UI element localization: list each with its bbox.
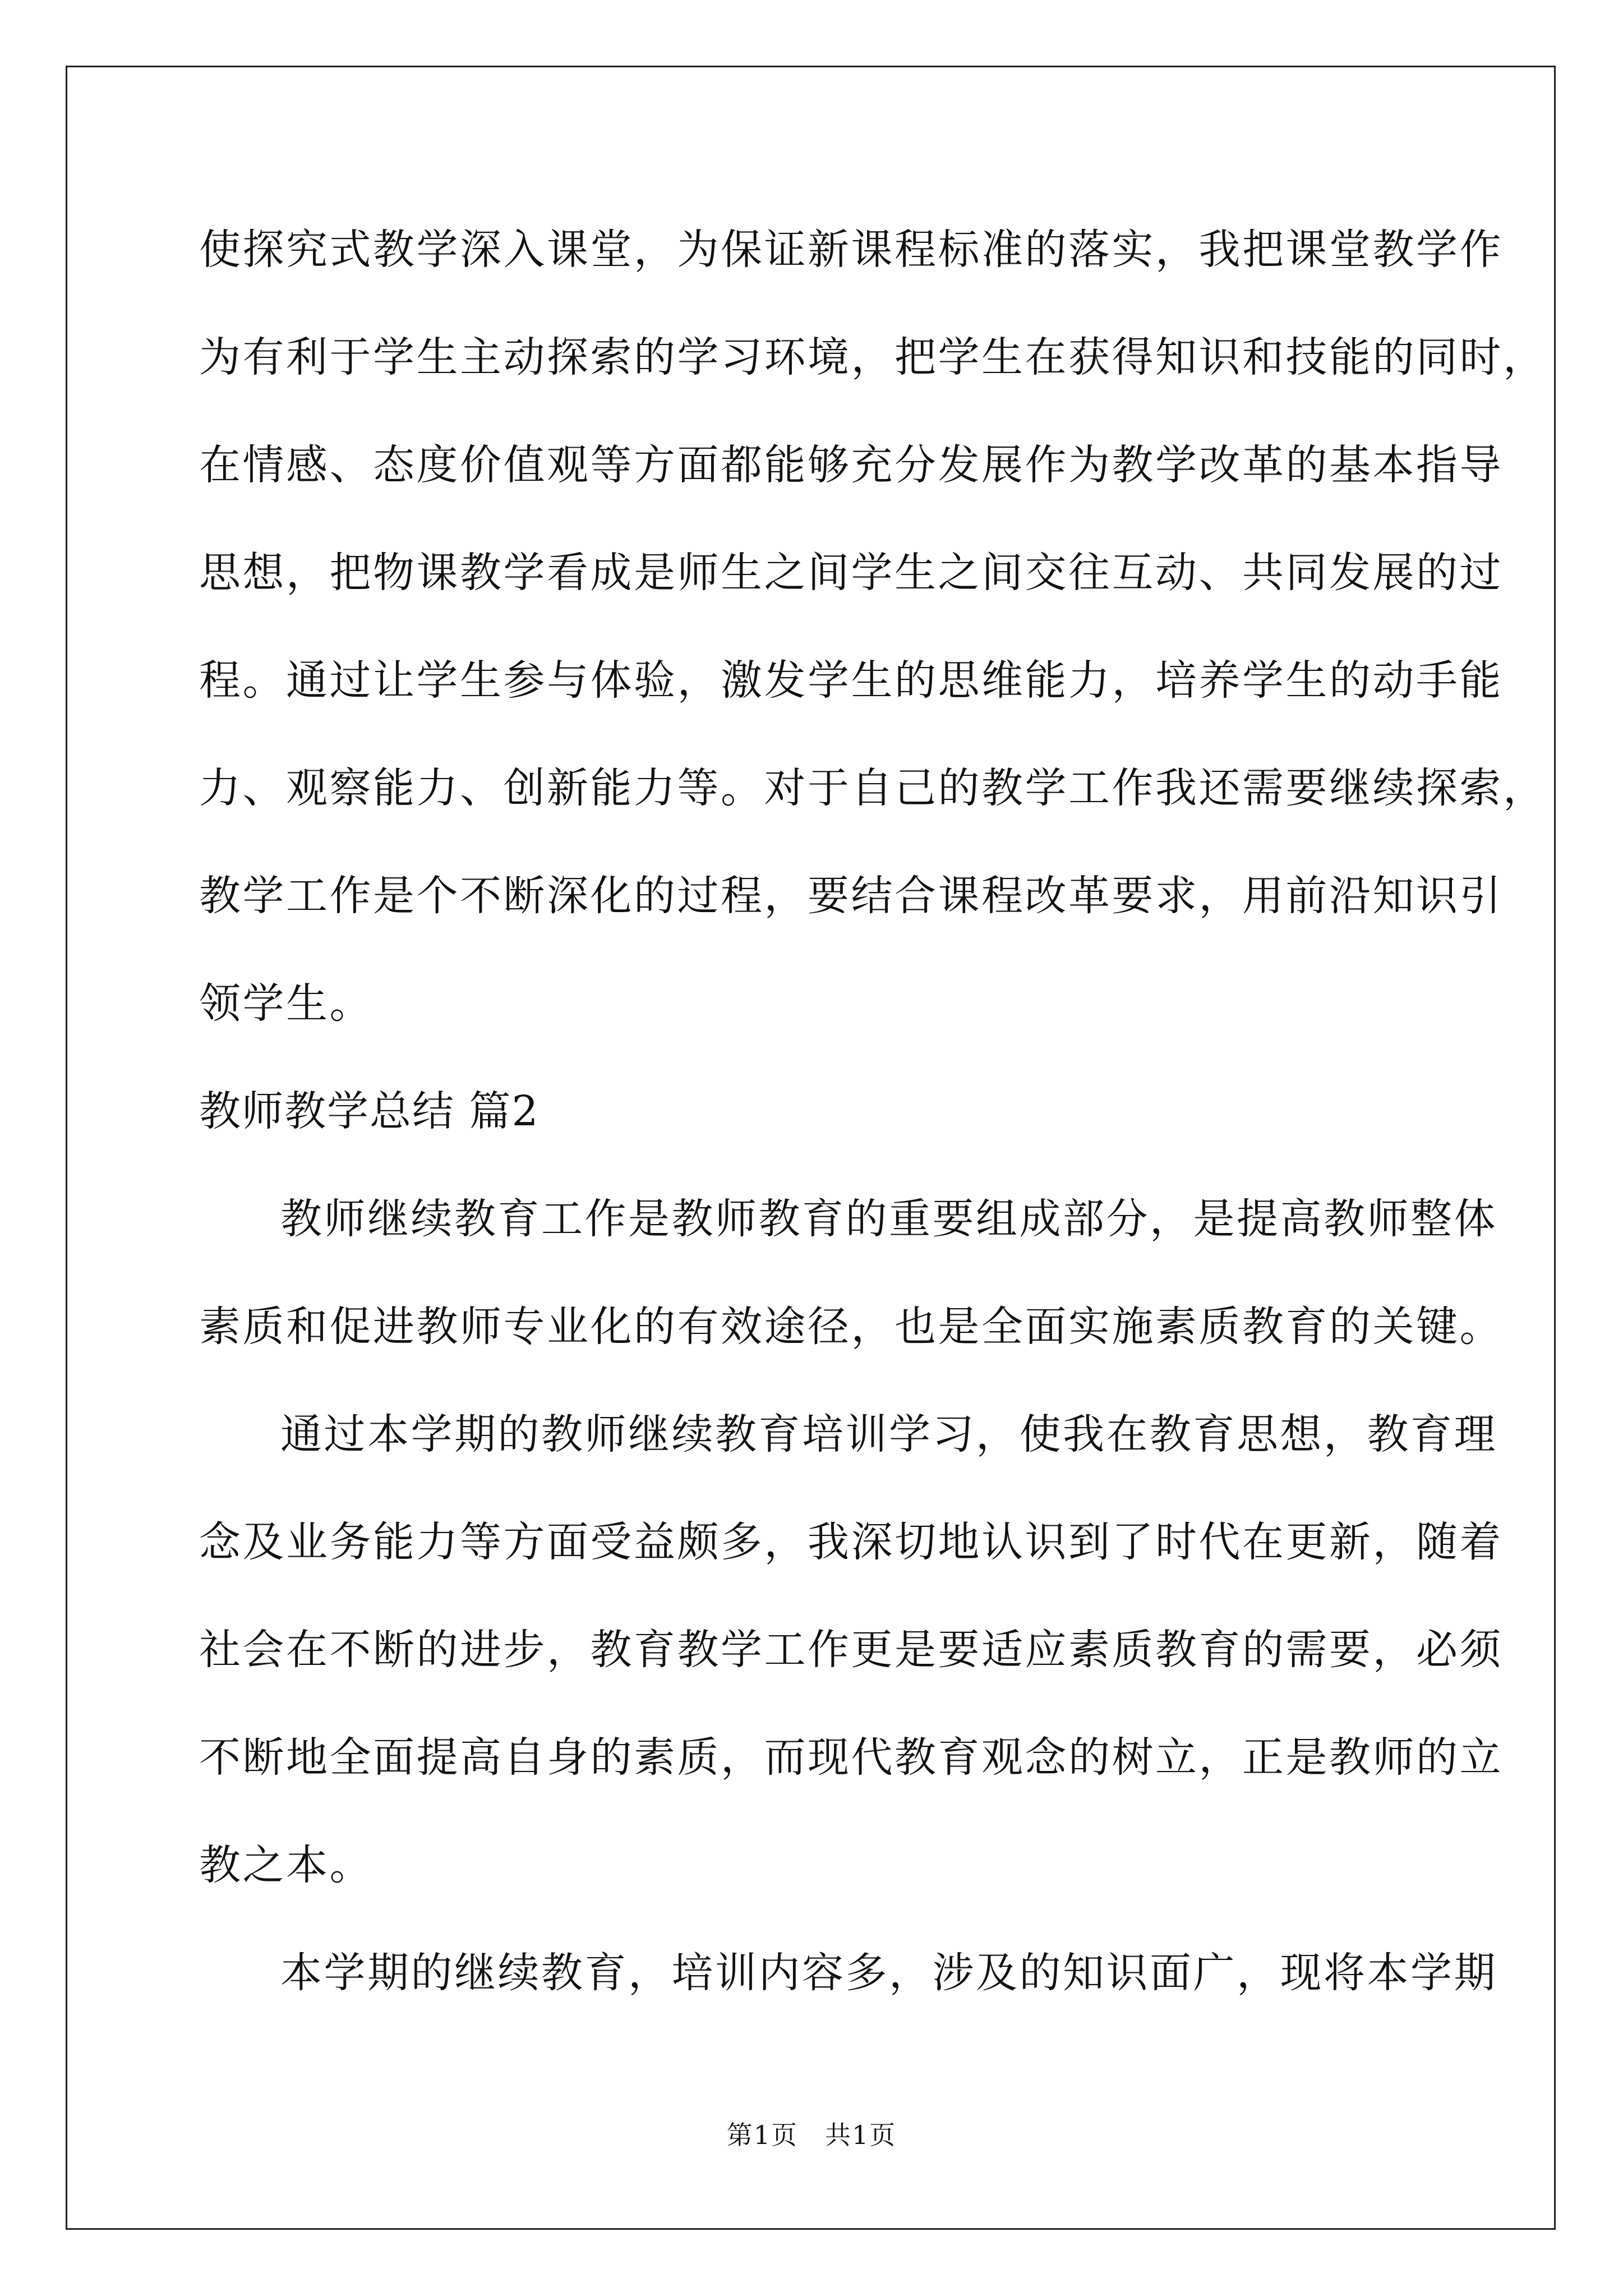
text-line: 不断地全面提高自身的素质，而现代教育观念的树立，正是教师的立 [199,1733,1503,1782]
text-line: 素质和促进教师专业化的有效途径，也是全面实施素质教育的关键。 [199,1303,1503,1351]
paragraph-start-line: 教师继续教育工作是教师教育的重要组成部分，是提高教师整体 [280,1195,1497,1243]
page-footer [0,2115,1623,2152]
page-number: 第1页 [726,2120,798,2150]
text-line: 教学工作是个不断深化的过程，要结合课程改革要求，用前沿知识引 [199,872,1503,920]
text-line: 为有利于学生主动探索的学习环境，把学生在获得知识和技能的同时， [199,333,1547,381]
paragraph-start-line: 通过本学期的教师继续教育培训学习，使我在教育思想，教育理 [280,1410,1497,1458]
text-line: 领学生。 [199,979,373,1028]
text-line: 教之本。 [199,1841,373,1889]
text-line: 程。通过让学生参与体验，激发学生的思维能力，培养学生的动手能 [199,656,1503,705]
text-line: 力、观察能力、创新能力等。对于自己的教学工作我还需要继续探索， [199,764,1547,812]
page-total: 共1页 [825,2120,897,2150]
section-heading: 教师教学总结 篇2 [199,1087,540,1135]
text-line: 念及业务能力等方面受益颇多，我深切地认识到了时代在更新，随着 [199,1518,1503,1566]
text-line: 思想，把物课教学看成是师生之间学生之间交往互动、共同发展的过 [199,549,1503,597]
text-line: 使探究式教学深入课堂，为保证新课程标准的落实，我把课堂教学作 [199,226,1503,274]
text-line: 社会在不断的进步，教育教学工作更是要适应素质教育的需要，必须 [199,1626,1503,1674]
document-body [199,213,1547,2044]
paragraph-start-line: 本学期的继续教育，培训内容多，涉及的知识面广，现将本学期 [280,1949,1497,1997]
text-line: 在情感、态度价值观等方面都能够充分发展作为教学改革的基本指导 [199,441,1503,489]
